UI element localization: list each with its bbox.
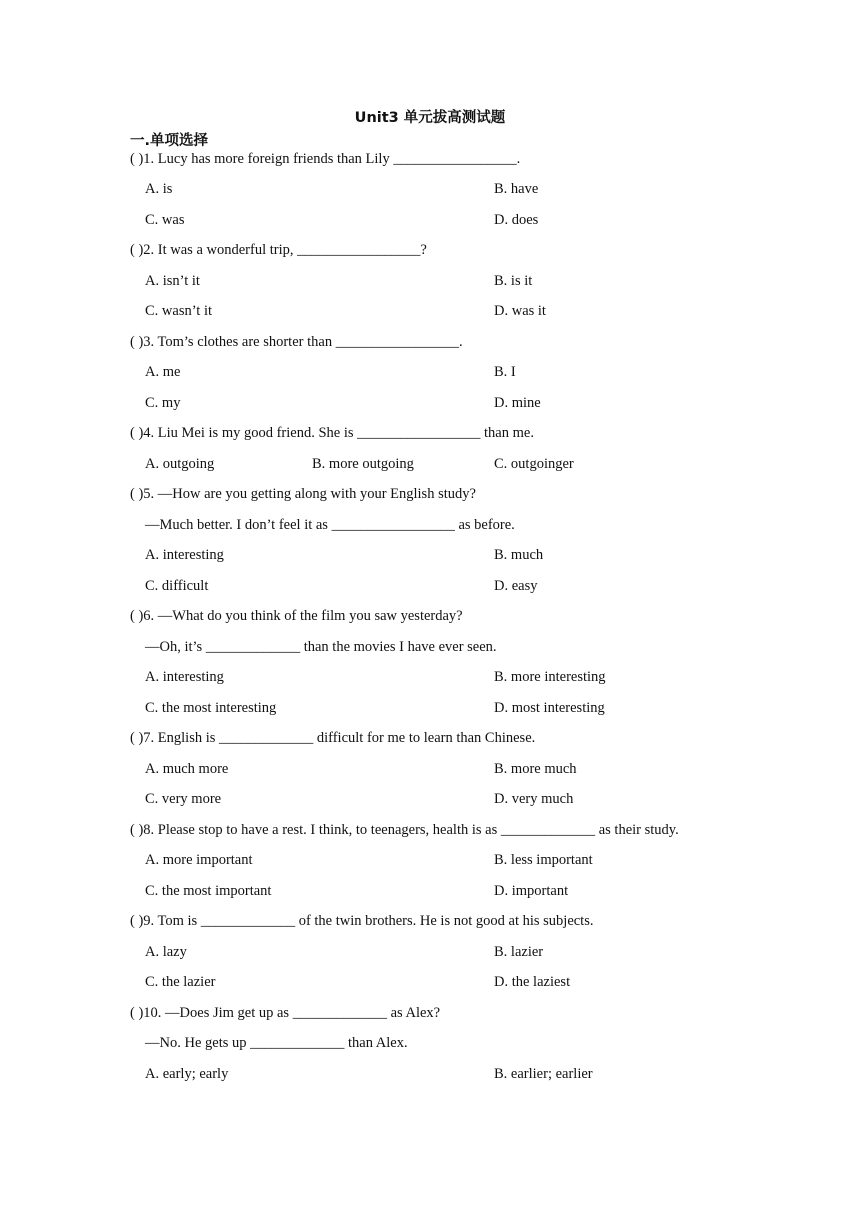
option: C. wasn’t it <box>145 303 212 319</box>
question-stem: ( )6. —What do you think of the film you saw yesterday? <box>130 608 463 624</box>
option: D. the laziest <box>494 974 571 990</box>
question-dialogue: —No. He gets up _____________ than Alex. <box>145 1035 408 1051</box>
option: A. early; early <box>145 1066 229 1082</box>
option: C. the lazier <box>145 974 216 990</box>
option: D. important <box>494 883 569 899</box>
option: C. my <box>145 395 181 411</box>
option: B. I <box>494 364 516 380</box>
option: C. outgoinger <box>494 456 574 472</box>
question-stem: ( )9. Tom is _____________ of the twin brothers. He is not good at his subjects. <box>130 913 594 929</box>
option: A. outgoing <box>145 456 215 472</box>
option: A. interesting <box>145 547 224 563</box>
option: B. more much <box>494 761 577 777</box>
option: B. more interesting <box>494 669 606 685</box>
option: D. mine <box>494 395 541 411</box>
question-stem: ( )5. —How are you getting along with your English study? <box>130 486 476 502</box>
question-stem: ( )1. Lucy has more foreign friends than Lily _________________. <box>130 151 521 167</box>
question-stem: ( )7. English is _____________ difficult for me to learn than Chinese. <box>130 730 536 746</box>
option: D. very much <box>494 791 574 807</box>
question-stem: ( )3. Tom’s clothes are shorter than _________________. <box>130 334 463 350</box>
option: A. more important <box>145 852 253 868</box>
option: C. the most interesting <box>145 700 277 716</box>
option: D. does <box>494 212 539 228</box>
option: B. more outgoing <box>312 456 414 472</box>
option: A. lazy <box>145 944 187 960</box>
option: A. interesting <box>145 669 224 685</box>
option: B. is it <box>494 273 533 289</box>
option: C. the most important <box>145 883 272 899</box>
option: D. easy <box>494 578 538 594</box>
option: A. much more <box>145 761 229 777</box>
page-title: Unit3 单元拔高测试题 <box>354 110 506 126</box>
option: A. isn’t it <box>145 273 200 289</box>
section-heading: 一.单项选择 <box>130 133 209 149</box>
option: C. difficult <box>145 578 209 594</box>
option: B. earlier; earlier <box>494 1066 593 1082</box>
option: A. me <box>145 364 181 380</box>
option: C. was <box>145 212 185 228</box>
option: B. less important <box>494 852 593 868</box>
option: D. was it <box>494 303 546 319</box>
question-dialogue: —Much better. I don’t feel it as _________________ as before. <box>145 517 515 533</box>
option: B. lazier <box>494 944 544 960</box>
option: D. most interesting <box>494 700 605 716</box>
option: C. very more <box>145 791 222 807</box>
question-stem: ( )8. Please stop to have a rest. I think, to teenagers, health is as _____________ as their study. <box>130 822 679 838</box>
option: B. much <box>494 547 544 563</box>
question-stem: ( )10. —Does Jim get up as _____________ as Alex? <box>130 1005 441 1021</box>
question-dialogue: —Oh, it’s _____________ than the movies I have ever seen. <box>145 639 497 655</box>
question-stem: ( )2. It was a wonderful trip, _________________? <box>130 242 427 258</box>
option: A. is <box>145 181 173 197</box>
question-stem: ( )4. Liu Mei is my good friend. She is _________________ than me. <box>130 425 534 441</box>
option: B. have <box>494 181 539 197</box>
